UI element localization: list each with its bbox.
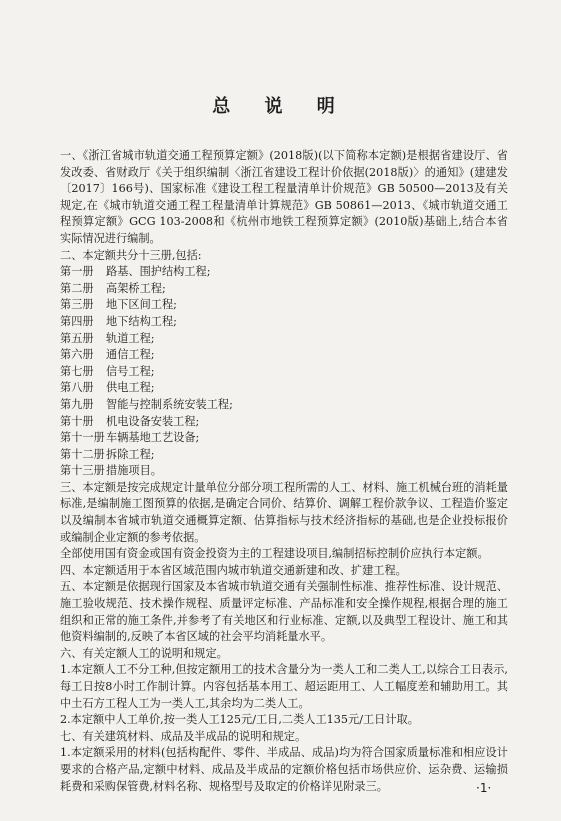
- volume-number: 第六册: [60, 348, 94, 362]
- list-item: [60, 397, 508, 414]
- volume-name: 地下区间工程;: [106, 298, 177, 312]
- volume-number: 第八册: [60, 381, 94, 395]
- paragraph-7a: 1.本定额采用的材料(包括构配件、零件、半成品、成品)均为符合国家质量标准和相应设计要求的合格产品,定额中材料、成品及半成品的定额价格包括市场供应价、运杂费、运输损耗费和采购保管费,材料名称、规格型号及取定的价格详见附录三。: [60, 746, 508, 793]
- paragraph-5: 五、本定额是依据现行国家及本省城市轨道交通有关强制性标准、推荐性标准、设计规范、施工验收规范、技术操作规程、质量评定标准、产品标准和安全操作规程,根据合理的施工组织和正常的施工条件,并参考了有关地区和行业标准、定额,以及典型工程设计、施工和其他资料编制的,反映了本省区域的社会平均消耗量水平。: [60, 580, 508, 644]
- volume-name: 通信工程;: [106, 348, 155, 362]
- list-item: [60, 347, 508, 364]
- page-number: ·1·: [476, 781, 492, 795]
- volume-name: 地下结构工程;: [106, 314, 177, 328]
- paragraph-6b: 2.本定额中人工单价,按一类人工125元/工日,二类人工135元/工日计取。: [60, 713, 419, 727]
- volume-name: 路基、围护结构工程;: [106, 265, 211, 279]
- list-item: [60, 364, 508, 381]
- volume-name: 轨道工程;: [106, 331, 155, 345]
- document-body: [60, 148, 508, 795]
- volume-number: 第十二册: [60, 447, 105, 461]
- volume-number: 第九册: [60, 397, 94, 411]
- list-item: [60, 447, 508, 464]
- list-item: [60, 297, 508, 314]
- volume-name: 信号工程;: [106, 364, 155, 378]
- volume-number: 第十册: [60, 414, 94, 428]
- list-item: [60, 463, 508, 480]
- paragraph-1: 一、《浙江省城市轨道交通工程预算定额》(2018版)(以下简称本定额)是根据省建设厅、省发改委、省财政厅《关于组织编制〈浙江省建设工程计价依据(2018版)〉的通知》(建建发〔2017〕166号)、国家标准《建设工程工程量清单计价规范》GB 50500—2013及有关规定,在《城市轨道交通工程工程量清单计算规范》GB 50861—2013、《城市轨道交通工程预算定额》GCG 103-2008和《杭州市地铁工程预算定额》(2010版)基础上,结合本省实际情况进行编制。: [60, 149, 508, 245]
- volume-number: 第一册: [60, 265, 94, 279]
- paragraph-3: 三、本定额是按完成规定计量单位分部分项工程所需的人工、材料、施工机械台班的消耗量标准,是编制施工图预算的依据,是确定合同价、结算价、调解工程价款争议、工程造价鉴定以及编制本省城市轨道交通概算定额、估算指标与技术经济指标的基础,也是企业投标报价或编制企业定额的参考依据。: [60, 480, 508, 544]
- volume-name: 拆除工程;: [106, 447, 155, 461]
- list-item: [60, 331, 508, 348]
- paragraph-6a: 1.本定额人工不分工种,但按定额用工的技术含量分为一类人工和二类人工,以综合工日表示,每工日按8小时工作制计算。内容包括基本用工、超运距用工、人工幅度差和辅助用工。其中土石方工程人工为一类人工,其余均为二类人工。: [60, 663, 508, 710]
- paragraph-3b: 全部使用国有资金或国有资金投资为主的工程建设项目,编制招标控制价应执行本定额。: [60, 547, 489, 561]
- volume-number: 第七册: [60, 364, 94, 378]
- volume-name: 措施项目。: [106, 464, 162, 478]
- volume-name: 智能与控制系统安装工程;: [106, 397, 233, 411]
- volume-number: 第二册: [60, 281, 94, 295]
- list-item: [60, 281, 508, 298]
- list-item: [60, 314, 508, 331]
- volume-name: 供电工程;: [106, 381, 155, 395]
- volume-list: [60, 264, 508, 480]
- paragraph-4: 四、本定额适用于本省区域范围内城市轨道交通新建和改、扩建工程。: [60, 563, 407, 577]
- volume-number: 第十三册: [60, 464, 105, 478]
- volume-number: 第十一册: [60, 431, 105, 445]
- volume-number: 第三册: [60, 298, 94, 312]
- volume-number: 第五册: [60, 331, 94, 345]
- list-item: [60, 264, 508, 281]
- paragraph-6: 六、有关定额人工的说明和规定。: [60, 646, 228, 660]
- page-title: 总 说 明: [212, 96, 349, 117]
- paragraph-7: 七、有关建筑材料、成品及半成品的说明和规定。: [60, 729, 307, 743]
- volume-number: 第四册: [60, 314, 94, 328]
- list-item: [60, 430, 508, 447]
- list-item: [60, 414, 508, 431]
- volume-name: 高架桥工程;: [106, 281, 166, 295]
- volume-name: 机电设备安装工程;: [106, 414, 200, 428]
- list-item: [60, 380, 508, 397]
- paragraph-2: 二、本定额共分十三册,包括:: [60, 248, 202, 262]
- volume-name: 车辆基地工艺设备;: [106, 431, 200, 445]
